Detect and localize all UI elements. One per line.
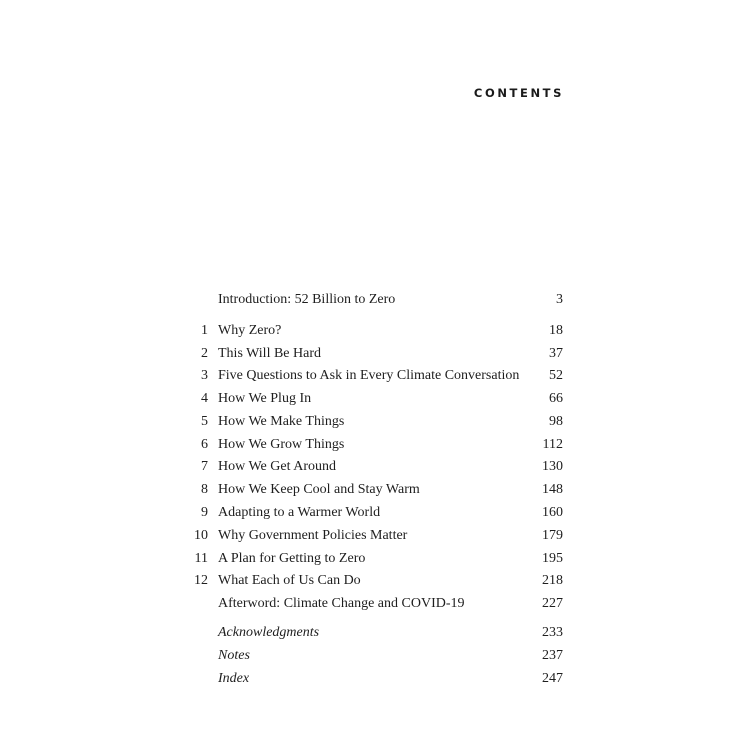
toc-chapter-number: 10	[194, 528, 208, 543]
toc-entry-title: How We Get Around	[218, 459, 336, 474]
toc-entry	[190, 437, 563, 457]
toc-entry	[190, 648, 563, 668]
toc-chapter-number: 6	[201, 437, 208, 452]
toc-chapter-number: 5	[201, 414, 208, 429]
toc-entry	[190, 414, 563, 434]
toc-entry-title: A Plan for Getting to Zero	[218, 551, 366, 566]
toc-entry-title: Why Zero?	[218, 323, 282, 338]
toc-chapter-number: 11	[194, 551, 208, 566]
toc-entry	[190, 505, 563, 525]
toc-entry	[190, 671, 563, 691]
toc-chapter-number: 4	[201, 391, 208, 406]
toc-entry	[190, 551, 563, 571]
toc-chapter-number: 7	[201, 459, 208, 474]
toc-entry	[190, 391, 563, 411]
toc-entry-title: Notes	[218, 648, 250, 663]
toc-entry-title: What Each of Us Can Do	[218, 573, 361, 588]
toc-page-number: 227	[542, 596, 563, 611]
toc-page-number: 195	[542, 551, 563, 566]
toc-page-number: 237	[542, 648, 563, 663]
toc-entry	[190, 346, 563, 366]
toc-page-number: 3	[556, 292, 563, 307]
toc-page-number: 148	[542, 482, 563, 497]
toc-chapter-number: 1	[201, 323, 208, 338]
toc-entry	[190, 459, 563, 479]
toc-page-number: 112	[542, 437, 563, 452]
toc-entry-title: Index	[218, 671, 250, 686]
toc-page-number: 130	[542, 459, 563, 474]
toc-entry	[190, 528, 563, 548]
toc-chapter-number: 12	[194, 573, 208, 588]
toc-page-number: 18	[549, 323, 563, 338]
toc-entry	[190, 368, 563, 388]
toc-entry-title: Afterword: Climate Change and COVID-19	[218, 596, 465, 611]
toc-entry-title: This Will Be Hard	[218, 346, 321, 361]
toc-entry	[190, 596, 563, 616]
toc-entry	[190, 292, 563, 312]
toc-chapter-number: 9	[201, 505, 208, 520]
toc-page-number: 66	[549, 391, 563, 406]
toc-entry-title: How We Keep Cool and Stay Warm	[218, 482, 420, 497]
contents-heading: CONTENTS	[473, 86, 564, 100]
toc-entry	[190, 482, 563, 502]
toc-page-number: 37	[549, 346, 563, 361]
toc-entry-title: Five Questions to Ask in Every Climate Conversation	[218, 368, 520, 383]
toc-entry-title: How We Make Things	[218, 414, 345, 429]
toc-page-number: 247	[542, 671, 563, 686]
toc-page-number: 179	[542, 528, 563, 543]
toc-entry	[190, 625, 563, 645]
toc-page-number: 52	[549, 368, 563, 383]
toc-page-number: 98	[549, 414, 563, 429]
toc-entry-title: Adapting to a Warmer World	[218, 505, 381, 520]
toc-page-number: 233	[542, 625, 563, 640]
toc-chapter-number: 3	[201, 368, 208, 383]
toc-entry-title: Introduction: 52 Billion to Zero	[218, 292, 396, 307]
toc-entry-title: Acknowledgments	[218, 625, 320, 640]
toc-chapter-number: 8	[201, 482, 208, 497]
toc-entry-title: How We Plug In	[218, 391, 312, 406]
toc-entry-title: How We Grow Things	[218, 437, 345, 452]
toc-entry	[190, 573, 563, 593]
toc-entry	[190, 323, 563, 343]
toc-page-number: 160	[542, 505, 563, 520]
toc-chapter-number: 2	[201, 346, 208, 361]
toc-entry-title: Why Government Policies Matter	[218, 528, 408, 543]
toc-page-number: 218	[542, 573, 563, 588]
